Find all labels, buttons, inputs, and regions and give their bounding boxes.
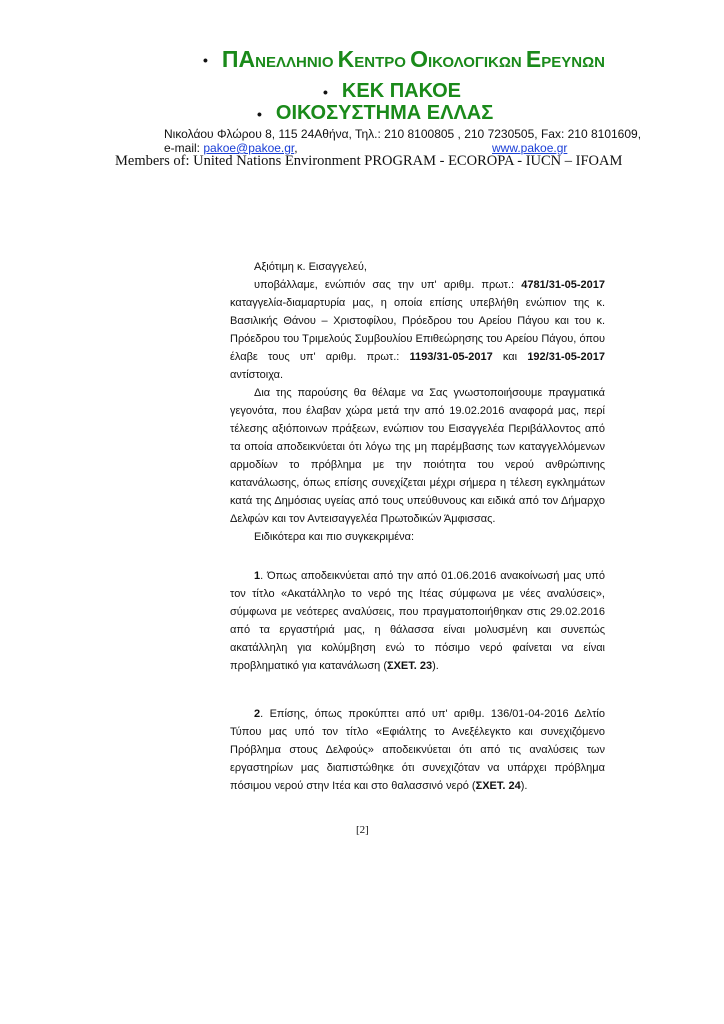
org-name <box>222 46 605 73</box>
protocol-number: 192/31-05-2017 <box>527 351 605 363</box>
reference: ΣΧΕΤ. 24 <box>475 780 521 792</box>
org-name-line <box>203 46 605 73</box>
ecosystem-line <box>257 102 493 125</box>
text: υποβάλλαμε, ενώπιόν σας την υπ' αριθμ. πρωτ.: <box>254 279 522 291</box>
kek-line <box>323 80 461 103</box>
org-name-word: ΡΕΥΝΩΝ <box>541 54 605 71</box>
bullet-icon: • <box>323 83 328 100</box>
page-number: [2] <box>356 824 369 836</box>
email-link[interactable]: pakoe@pakoe.gr <box>203 141 295 155</box>
text: και <box>492 351 528 363</box>
item-number: 1 <box>254 570 261 582</box>
kek-name: ΚΕΚ ΠΑΚΟΕ <box>341 80 461 102</box>
item-text: . Επίσης, όπως προκύπτει από υπ' αριθμ. 136/01-04-2016 Δελτίο Τύπου μας υπό τον τίτλο «Εφιάλτης το Ανεξέλεγκτο και συνεχιζόμενο Πρόβλημα στους Δελφούς» αποδεικνύεται ότι από τις αναλύσεις των εργαστηρίων μας διαπιστώθηκε ότι συνεχιζόταν να υπάρχει πρόβλημα πόσιμου νερού στην Ιτέα και στο θαλασσινό νερό ( <box>230 708 605 792</box>
text: καταγγελία-διαμαρτυρία μας, η οποία επίσης υπεβλήθη ενώπιον της κ. Βασιλικής Θάνου – Χριστοφίλου, Πρόεδρου του Αρείου Πάγου και του κ. Πρόεδρου του Τριμελούς Συμβουλίου Επιθεώρησης του Αρείου Πάγου, όπου έλαβε τους υπ' αριθμ. πρωτ.: <box>230 297 605 363</box>
website-link[interactable]: www.pakoe.gr <box>492 141 568 155</box>
item-number: 2 <box>254 708 261 720</box>
email-label: e-mail: <box>164 141 204 155</box>
paragraph-facts: Δια της παρούσης θα θέλαμε να Σας γνωστοποιήσουμε πραγματικά γεγονότα, που έλαβαν χώρα μετά την από 19.02.2016 αναφορά μας, περί τέλεσης αξιόποινων πράξεων, ενώπιον του Εισαγγελέα Περιβάλλοντος από τα οποία αποδεικνύεται ότι λόγω της μη παρέμβασης των καταγγελλόμενων αρμοδίων το πρόβλημα με την ποιότητα του νερού ανθρώπινης κατανάλωσης, όπως επίσης συνεχίζεται μέχρι σήμερα η τέλεση εγκλημάτων κατά της Δημόσιας υγείας από τους υπεύθυνους και ειδικά από τον Δήμαρχο Δελφών και τον Αντεισαγγελέα Πρωτοδικών Άμφισσας. <box>230 387 605 525</box>
org-name-word: ΙΚΟΛΟΓΙΚΩΝ <box>428 54 526 71</box>
org-name-initial: ΠΑ <box>221 46 256 72</box>
org-name-initial: Ε <box>525 46 542 72</box>
bullet-icon: • <box>203 51 208 68</box>
org-name-word: ΝΕΛΛΗΝΙΟ <box>255 54 338 71</box>
item-end: ). <box>432 660 439 672</box>
protocol-number: 4781/31-05-2017 <box>521 279 605 291</box>
paragraph-submission <box>230 276 605 384</box>
ecosystem-name: ΟΙΚΟΣΥΣΤΗΜΑ ΕΛΛΑΣ <box>275 102 494 124</box>
spacer <box>230 675 605 705</box>
address: Νικολάου Φλώρου 8, 115 24Αθήνα, Τηλ.: 210 8100805 , 210 7230505, Fax: 210 8101609, <box>164 127 642 141</box>
item-text: . Όπως αποδεικνύεται από την από 01.06.2016 ανακοίνωσή μας υπό τον τίτλο «Ακατάλληλο το νερό της Ιτέας σύμφωνα με νέες αναλύσεις», σύμφωνα με νεότερες αναλύσεις, που πραγματοποιήθηκαν στις 29.02.2016 από τα εργαστήριά μας, η θάλασσα είναι μολυσμένη και συνεπώς ακατάλληλη για κολύμβηση ενώ το πόσιμο νερό φαίνεται να είναι προβληματικό για κατανάλωση ( <box>230 570 605 672</box>
spacer <box>230 546 605 567</box>
text: αντίστοιχα. <box>230 369 284 381</box>
item-end: ). <box>520 780 528 792</box>
org-name-initial: Ο <box>410 46 429 72</box>
letter-body <box>230 258 605 795</box>
paragraph-specifics: Ειδικότερα και πιο συγκεκριμένα: <box>254 531 415 543</box>
item-1 <box>230 567 605 675</box>
memberships: Members of: United Nations Environment PROGRAM - ECOROPA - IUCN – IFOAM <box>115 153 623 169</box>
email-suffix: , <box>294 141 298 155</box>
salutation: Αξιότιμη κ. Εισαγγελεύ, <box>254 261 367 273</box>
item-2 <box>230 705 605 795</box>
org-name-initial: Κ <box>337 46 355 72</box>
bullet-icon: • <box>257 105 262 122</box>
org-name-word: ΕΝΤΡΟ <box>354 54 411 71</box>
reference: ΣΧΕΤ. 23 <box>386 660 433 672</box>
protocol-number: 1193/31-05-2017 <box>409 351 493 363</box>
